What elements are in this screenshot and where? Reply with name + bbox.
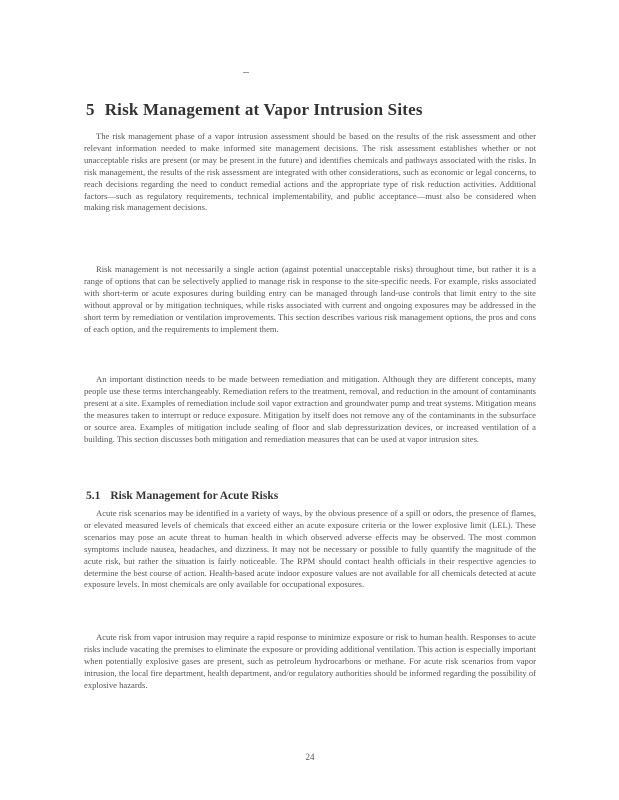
- section-title-text: Risk Management at Vapor Intrusion Sites: [104, 100, 423, 119]
- paragraph-remediation-vs-mitigation: An important distinction needs to be made between remediation and mitigation. Although they are different concepts, many people use these terms interchangeably. Remediation refers to the treatment, removal, and reduction in the amount of contaminants present at a site. Examples of remediation include soil vapor extraction and groundwater pump and treat systems. Mitigation means the measures taken to interrupt or reduce exposure. Mitigation by itself does not remove any of the contaminants in the subsurface or source area. Examples of mitigation include sealing of floor and slab depressurization devices, or increased ventilation of a building. This section discusses both mitigation and remediation measures that can be used at vapor intrusion sites.: [84, 374, 537, 444]
- paragraph-acute-risk-scenarios: Acute risk scenarios may be identified in a variety of ways, by the obvious presence of a spill or odors, the presence of flames, or elevated measured levels of chemicals that exceed either an acute exposure criteria or the lower explosive limit (LEL). These scenarios may pose an acute threat to human health in which observed adverse effects may be observed. The most common symptoms include nausea, headaches, and dizziness. It may not be necessary or possible to fully quantify the magnitude of the acute risk, but rather the situation is fairly noticeable. The RPM should contact health officials in their respective agencies to determine the best course of action. Health-based acute indoor exposure values are not available for all chemicals detected at acute exposure levels. In most chemicals are only available for occupational exposures.: [84, 508, 536, 590]
- paragraph-acute-risk-response: Acute risk from vapor intrusion may require a rapid response to minimize exposure or risk to human health. Responses to acute risks include vacating the premises to eliminate the exposure or providing additional ventilation. This action is especially important when potentially explosive gases are present, such as petroleum hydrocarbons or methane. For acute risk scenarios from vapor intrusion, the local fire department, health department, and/or regulatory authorities should be informed regarding the possibility of explosive hazards.: [84, 632, 536, 690]
- subsection-title: [86, 490, 278, 502]
- scan-mark: [243, 72, 249, 73]
- page-number: 24: [305, 752, 315, 762]
- paragraph-risk-management-phase: The risk management phase of a vapor intrusion assessment should be based on the results of the risk assessment and other relevant information needed to make informed site management decisions. The risk assessment establishes whether or not unacceptable risks are present (or may be present in the future) and identifies chemicals and pathways associated with the risks. In risk management, the results of the risk assessment are integrated with other considerations, such as economic or legal concerns, to reach decisions regarding the need to conduct remedial actions and the appropriate type of risk reduction activities. Additional factors—such as regulatory requirements, technical implementability, and public acceptance—must also be considered when making risk management decisions.: [84, 131, 536, 213]
- section-number: 5: [86, 100, 95, 119]
- subsection-title-text: Risk Management for Acute Risks: [110, 490, 279, 502]
- paragraph-risk-management-options: Risk management is not necessarily a single action (against potential unacceptable risks) throughout time, but rather it is a range of options that can be selectively applied to manage risk in response to the site-specific needs. For example, risks associated with short-term or acute exposures during building entry can be managed through land-use controls that limit entry to the site without approval or by mitigation techniques, while risks associated with current and ongoing exposures may be addressed in the short term by remediation or ventilation improvements. This section describes various risk management options, the pros and cons of each option, and the requirements to implement them.: [84, 264, 536, 334]
- subsection-number: 5.1: [86, 490, 101, 502]
- section-title: [86, 100, 546, 120]
